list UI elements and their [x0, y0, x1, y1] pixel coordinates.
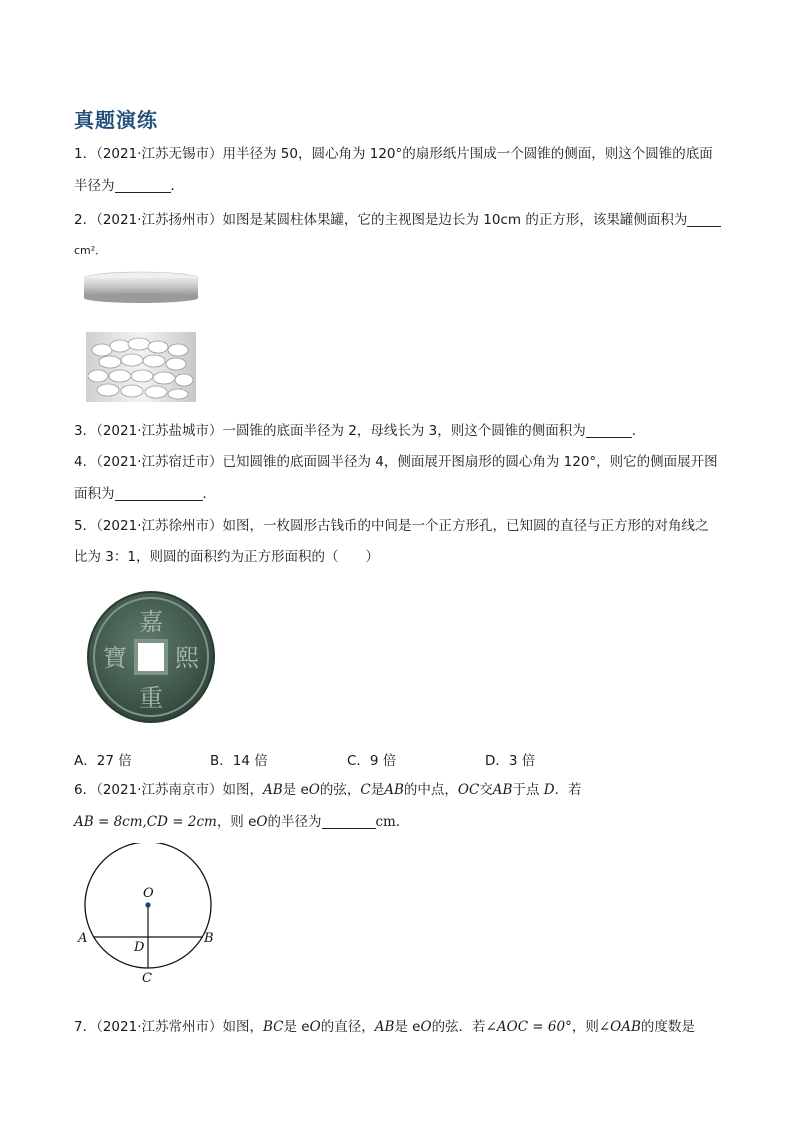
ancient-coin-icon	[86, 590, 216, 725]
question-1-prefix: 半径为	[74, 178, 115, 194]
q6-text-k: 交	[479, 782, 493, 798]
q7-math-o-2: O	[420, 1019, 432, 1035]
q6-text-g: 是	[370, 782, 385, 798]
q6-math-arc-ab: AB	[384, 782, 404, 798]
q7-text-a: 7．（2021·江苏常州市）如图，	[74, 1019, 263, 1035]
q6-math-oc: OC	[457, 782, 480, 798]
q7-math-ab: AB	[374, 1019, 395, 1035]
q7-text-m: 的度数是	[640, 1019, 695, 1035]
answer-blank-6[interactable]	[322, 814, 376, 829]
circle-diagram-svg	[74, 843, 224, 988]
center-point-o	[145, 902, 150, 907]
q6-math-o: O	[308, 782, 320, 798]
coin-char-bottom: 重	[139, 684, 163, 712]
answer-blank-1[interactable]	[115, 178, 171, 193]
question-1-line-2	[74, 177, 184, 195]
q6-text-m: 于点	[512, 782, 544, 798]
question-2-line-1	[74, 211, 721, 229]
q7-text-c: 是 e	[283, 1019, 310, 1035]
circle-diagram	[74, 843, 224, 988]
answer-blank-3[interactable]	[586, 423, 632, 438]
label-c: C	[142, 971, 152, 986]
q6-math-ab-2: AB	[492, 782, 513, 798]
coin-char-left: 寶	[103, 644, 127, 672]
q6-end: ．	[395, 814, 410, 830]
coin-char-right: 熙	[175, 644, 199, 672]
label-o: O	[143, 886, 154, 901]
question-2-text: 2．（2021·江苏扬州市）如图是某圆柱体果罐，它的主视图是边长为 10cm 的正方形，该果罐侧面积为	[74, 212, 688, 228]
question-3-line-1	[74, 422, 645, 440]
question-6-line-2	[74, 813, 409, 831]
question-1-end: ．	[170, 178, 184, 194]
q7-text-i: 的弦．若	[431, 1019, 486, 1035]
question-3-end: ．	[631, 423, 646, 439]
q6-unit: cm	[375, 814, 396, 830]
section-title: 真题演练	[74, 108, 158, 132]
question-6-line-1	[74, 781, 582, 799]
question-1-line-1: 1．（2021·江苏无锡市）用半径为 50，圆心角为 120°的扇形纸片围成一个圆锥的侧面，则这个圆锥的底面	[74, 146, 713, 162]
q6-text-o: ．若	[554, 782, 582, 798]
q6-math-d: D	[543, 782, 555, 798]
q7-math-o: O	[309, 1019, 321, 1035]
label-a: A	[78, 931, 88, 946]
q6-given: AB = 8cm,CD = 2cm	[74, 814, 217, 830]
q6-text-2d: 的半径为	[267, 814, 322, 830]
fruit-jar-image	[82, 270, 200, 404]
q6-text-c: 是 e	[282, 782, 309, 798]
q6-math-o-2: O	[256, 814, 268, 830]
question-2-line-2: cm²．	[74, 244, 107, 257]
question-5-line-2: 比为 3：1，则圆的面积约为正方形面积的（ ）	[74, 549, 379, 565]
q7-math-bc: BC	[263, 1019, 284, 1035]
ancient-coin-image	[86, 590, 216, 725]
label-d: D	[134, 940, 145, 955]
q7-text-g: 是 e	[394, 1019, 421, 1035]
label-b: B	[204, 931, 214, 946]
answer-blank-4[interactable]	[115, 486, 203, 501]
question-4-end: ．	[202, 486, 216, 502]
q6-text-i: 的中点，	[403, 782, 458, 798]
question-4-line-1: 4．（2021·江苏宿迁市）已知圆锥的底面圆半径为 4，侧面展开图扇形的圆心角为 120°，则它的侧面展开图	[74, 454, 718, 470]
q7-math-angle-oab: ∠OAB	[598, 1019, 641, 1035]
option-c[interactable]: C．9 倍	[347, 753, 397, 769]
question-4-prefix: 面积为	[74, 486, 115, 502]
q7-text-k: ，则	[571, 1019, 599, 1035]
fruit-jar-icon	[82, 270, 200, 404]
question-5-line-1: 5．（2021·江苏徐州市）如图，一枚圆形古钱币的中间是一个正方形孔，已知圆的直径与正方形的对角线之	[74, 518, 709, 534]
option-a[interactable]: A．27 倍	[74, 753, 132, 769]
question-7-line-1	[74, 1018, 695, 1036]
q6-text-2b: ，则 e	[216, 814, 257, 830]
coin-char-top: 嘉	[139, 608, 163, 636]
answer-blank-2[interactable]	[687, 212, 721, 227]
q6-text-e: 的弦，	[319, 782, 361, 798]
q7-math-angle-aoc: ∠AOC = 60°	[485, 1019, 572, 1035]
q6-math-ab: AB	[263, 782, 283, 798]
q6-text-a: 6．（2021·江苏南京市）如图，	[74, 782, 263, 798]
option-d[interactable]: D．3 倍	[485, 753, 536, 769]
question-3-text: 3．（2021·江苏盐城市）一圆锥的底面半径为 2，母线长为 3，则这个圆锥的侧面积为	[74, 423, 586, 439]
question-4-line-2	[74, 485, 216, 503]
option-b[interactable]: B．14 倍	[210, 753, 268, 769]
q6-math-c: C	[360, 782, 371, 798]
q7-text-e: 的直径，	[320, 1019, 375, 1035]
